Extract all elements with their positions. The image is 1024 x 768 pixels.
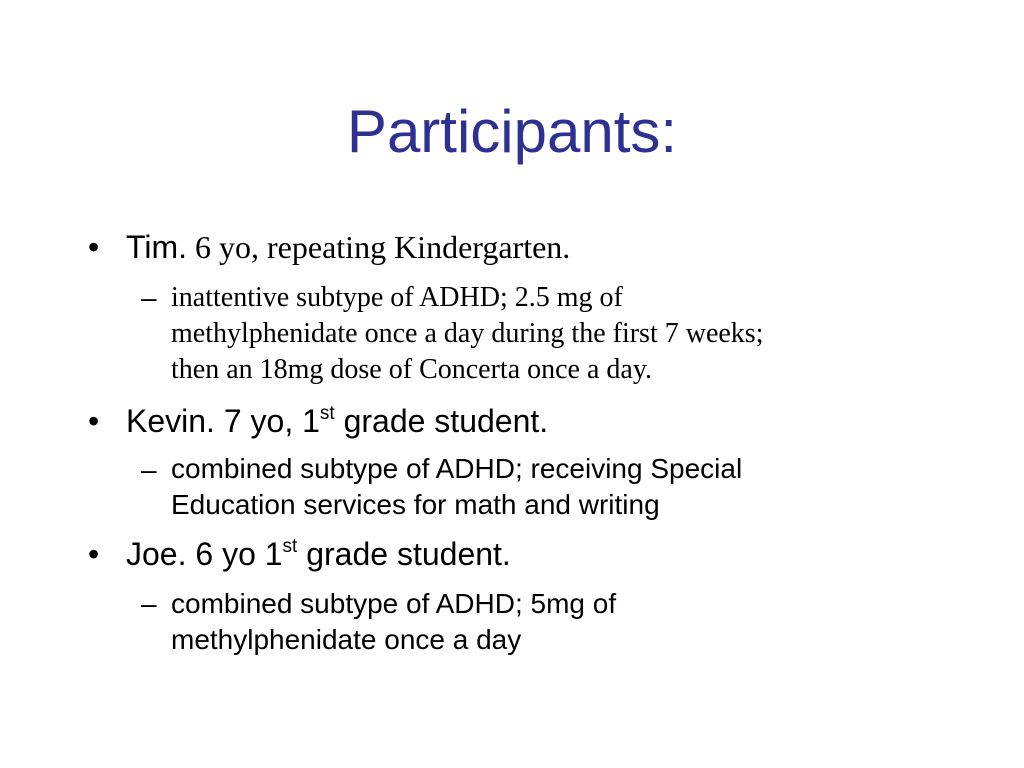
participant-line-kevin: Kevin. 7 yo, 1 (126, 403, 320, 439)
bullet-marker: • (88, 229, 100, 265)
dash-marker: – (141, 454, 157, 485)
participant-detail-tim: 6 yo, repeating Kindergarten. (187, 229, 571, 265)
sub-line-joe-2: methylphenidate once a day (171, 624, 522, 655)
sub-line-kevin-2: Education services for math and writing (171, 489, 660, 520)
bullet-kevin (126, 402, 548, 440)
sub-line-kevin-1: combined subtype of ADHD; receiving Special (171, 453, 743, 484)
participant-line-joe-end: grade student. (297, 536, 511, 572)
slide-title: Participants: (346, 98, 678, 165)
sub-line-tim-3: then an 18mg dose of Concerta once a day. (171, 354, 653, 385)
sub-line-tim-1: inattentive subtype of ADHD; 2.5 mg of (171, 282, 623, 313)
sub-line-joe-1: combined subtype of ADHD; 5mg of (171, 588, 617, 619)
dash-marker: – (141, 282, 157, 313)
ordinal-suffix: st (319, 403, 335, 424)
dash-marker: – (141, 588, 157, 619)
participant-line-kevin-end: grade student. (334, 403, 549, 439)
bullet-marker: • (88, 536, 100, 572)
bullet-tim (126, 228, 570, 266)
ordinal-suffix: st (282, 536, 298, 557)
participant-line-joe: Joe. 6 yo 1 (126, 536, 283, 572)
sub-line-tim-2: methylphenidate once a day during the first 7 weeks; (171, 318, 764, 349)
bullet-joe (126, 535, 511, 573)
participant-name-tim: Tim. (126, 229, 188, 265)
bullet-marker: • (88, 403, 100, 439)
